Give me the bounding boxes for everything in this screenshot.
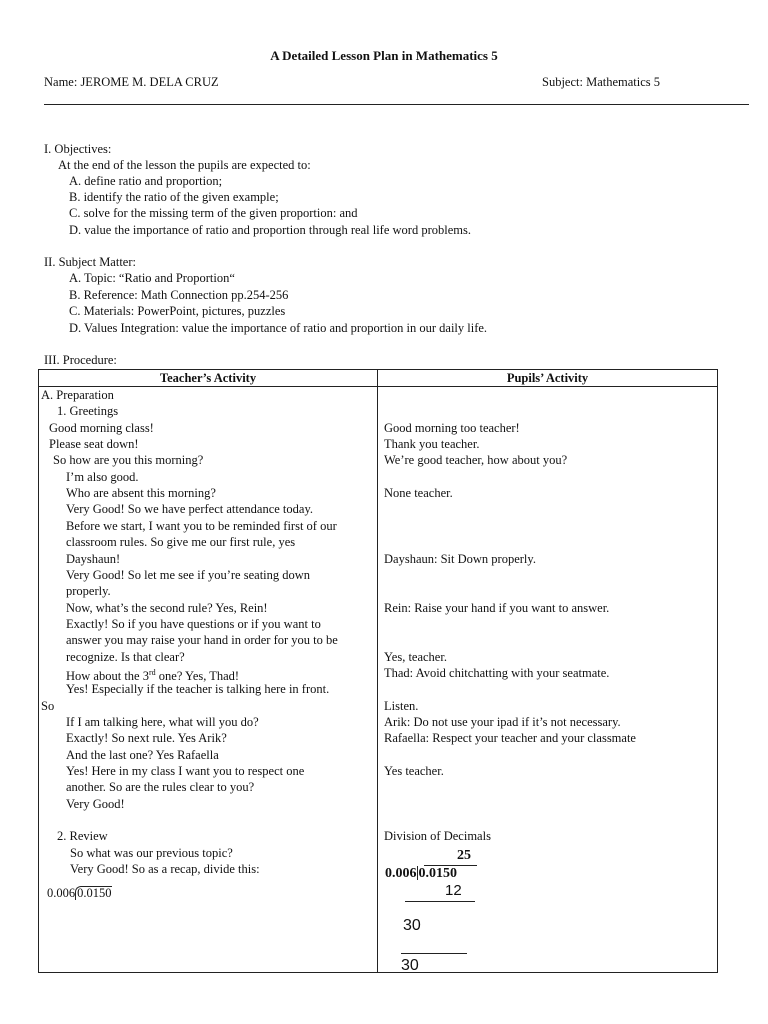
- header-row-divider: [39, 386, 717, 387]
- teacher-line: Please seat down!: [49, 437, 139, 452]
- teacher-line: So what was our previous topic?: [70, 845, 233, 860]
- pupil-line: None teacher.: [384, 486, 453, 501]
- objective-item: C. solve for the missing term of the given proportion: and: [69, 206, 358, 220]
- pupils-activity-header: Pupils’ Activity: [506, 371, 589, 385]
- teacher-line: Who are absent this morning?: [66, 486, 216, 501]
- third-rule-text: How about the 3: [66, 669, 149, 684]
- pupil-line: Good morning too teacher!: [384, 420, 520, 435]
- teacher-line: Yes! Here in my class I want you to respect one: [66, 764, 305, 779]
- teacher-line: A. Preparation: [41, 388, 114, 402]
- teacher-line: answer you may raise your hand in order for you to be: [66, 633, 338, 648]
- pupil-line: Rein: Raise your hand if you want to answer.: [384, 600, 610, 615]
- pupil-line: Yes, teacher.: [384, 649, 447, 664]
- teacher-line: properly.: [66, 584, 111, 599]
- subject-matter-item: D. Values Integration: value the importance of ratio and proportion in our daily life.: [69, 321, 488, 335]
- teacher-line: If I am talking here, what will you do?: [66, 715, 259, 729]
- header-divider: [44, 104, 749, 105]
- division-underline-2: [401, 953, 467, 954]
- pupil-division-dividend: 0.0150: [418, 866, 457, 880]
- pupil-line: We’re good teacher, how about you?: [384, 453, 568, 468]
- teacher-line: Very Good! So we have perfect attendance today.: [66, 502, 314, 517]
- teacher-line: Yes! Especially if the teacher is talking here in front.: [66, 682, 330, 697]
- name-field: Name: JEROME M. DELA CRUZ: [44, 75, 219, 89]
- superscript: rd: [148, 667, 156, 677]
- division-step-3-clip: [401, 956, 419, 971]
- teacher-line: Exactly! So if you have questions or if you want to: [66, 616, 321, 631]
- teacher-line: classroom rules. So give me our first rule, yes: [66, 535, 296, 550]
- objective-item: D. value the importance of ratio and proportion through real life word problems.: [69, 223, 471, 237]
- pupil-line: Arik: Do not use your ipad if it’s not necessary.: [384, 715, 621, 729]
- division-divisor: 0.006: [47, 886, 76, 900]
- division-underline-1: [405, 901, 475, 902]
- division-dividend: 0.0150: [77, 886, 112, 900]
- teacher-line: another. So are the rules clear to you?: [66, 780, 255, 795]
- subject-matter-item: C. Materials: PowerPoint, pictures, puzzles: [69, 304, 286, 318]
- pupil-line: Thank you teacher.: [384, 437, 480, 452]
- teacher-line: 2. Review: [57, 829, 108, 844]
- objective-item: B. identify the ratio of the given example;: [69, 190, 279, 204]
- objectives-intro: At the end of the lesson the pupils are expected to:: [58, 158, 311, 172]
- teacher-line: recognize. Is that clear?: [66, 649, 185, 664]
- pupil-line: Listen.: [384, 698, 419, 713]
- objectives-heading: I. Objectives:: [44, 142, 112, 156]
- division-step-2: 30: [403, 917, 421, 934]
- column-divider: [377, 370, 378, 972]
- teacher-activity-header: Teacher’s Activity: [159, 371, 257, 385]
- subject-matter-item: A. Topic: “Ratio and Proportion“: [69, 271, 235, 285]
- pupil-line: Dayshaun: Sit Down properly.: [384, 551, 536, 566]
- pupil-line: Division of Decimals: [384, 829, 491, 844]
- teacher-line: So how are you this morning?: [53, 453, 204, 468]
- pupil-line: Rafaella: Respect your teacher and your classmate: [384, 731, 636, 746]
- teacher-line: Now, what’s the second rule? Yes, Rein!: [66, 600, 268, 615]
- teacher-line: Very Good!: [66, 796, 125, 811]
- teacher-line: Very Good! So as a recap, divide this:: [70, 862, 260, 877]
- procedure-table: [38, 369, 718, 973]
- pupil-division-row: [385, 866, 457, 880]
- teacher-line: 1. Greetings: [57, 404, 119, 419]
- subject-field: Subject: Mathematics 5: [542, 75, 661, 89]
- subject-matter-heading: II. Subject Matter:: [44, 255, 136, 269]
- pupil-line: Yes teacher.: [384, 764, 444, 779]
- third-rule-tail: one? Yes, Thad!: [155, 669, 240, 684]
- division-step-3: 30: [401, 957, 419, 971]
- page-title: A Detailed Lesson Plan in Mathematics 5: [270, 48, 498, 63]
- teacher-line: Exactly! So next rule. Yes Arik?: [66, 731, 227, 746]
- division-step-1: 12: [445, 882, 462, 899]
- teacher-line: I’m also good.: [66, 469, 139, 484]
- teacher-line: So: [41, 698, 55, 713]
- teacher-line: Very Good! So let me see if you’re seating down: [66, 567, 311, 582]
- pupil-division-divisor: 0.006: [385, 866, 417, 880]
- subject-matter-item: B. Reference: Math Connection pp.254-256: [69, 288, 289, 302]
- teacher-line: Before we start, I want you to be reminded first of our: [66, 518, 337, 533]
- pupil-line: Thad: Avoid chitchatting with your seatmate.: [384, 665, 610, 680]
- teacher-division: [47, 885, 112, 901]
- teacher-line: Dayshaun!: [66, 551, 121, 566]
- division-quotient: 25: [457, 848, 471, 863]
- objective-item: A. define ratio and proportion;: [69, 174, 223, 188]
- procedure-heading: III. Procedure:: [44, 353, 117, 367]
- teacher-line: Good morning class!: [49, 420, 154, 435]
- teacher-line: And the last one? Yes Rafaella: [66, 747, 219, 762]
